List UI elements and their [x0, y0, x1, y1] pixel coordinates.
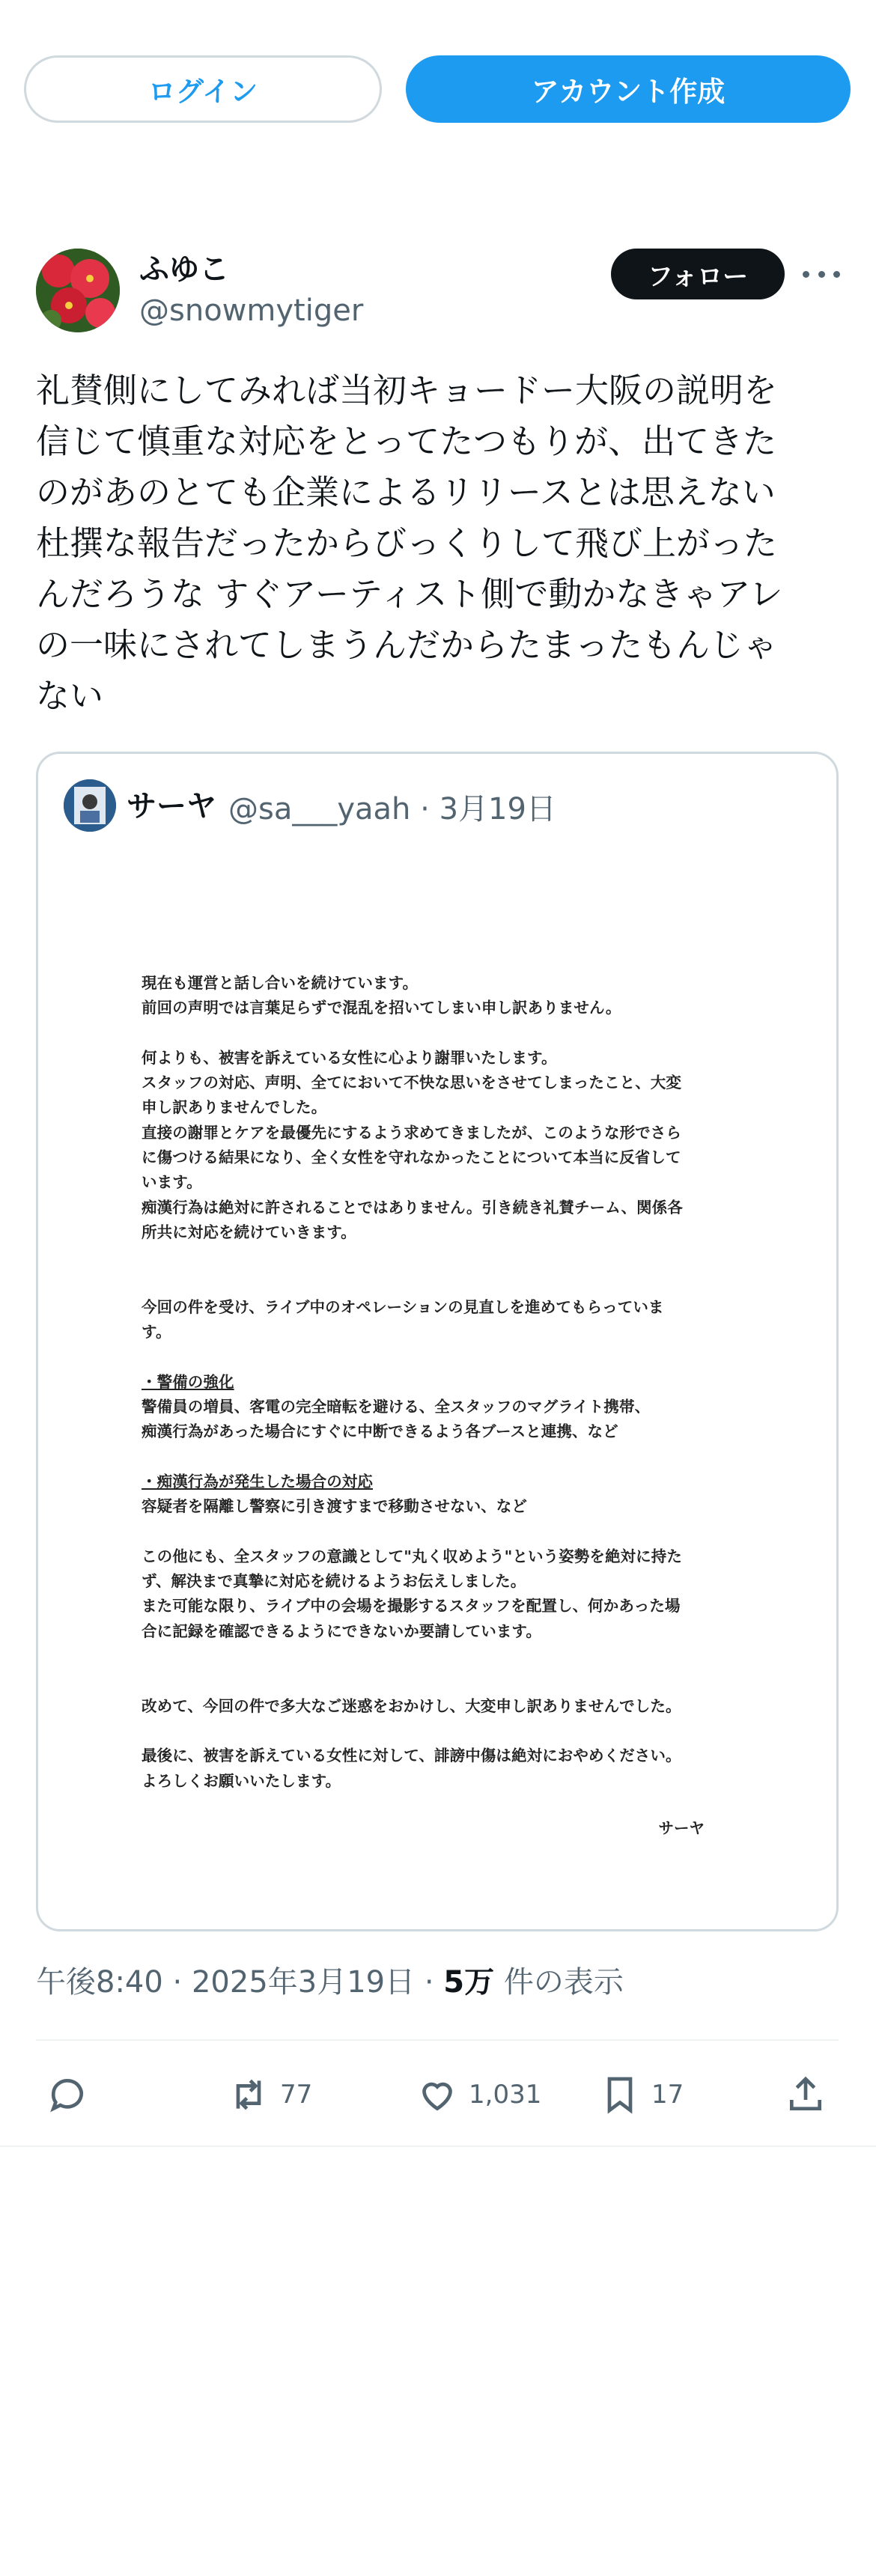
heart-icon — [416, 2074, 458, 2116]
bookmark-icon — [599, 2074, 641, 2116]
share-button[interactable] — [785, 2066, 827, 2123]
quote-meta: @sa___yaah · 3月19日 — [228, 792, 556, 826]
tweet-text: 礼賛側にしてみれば当初キョードー大阪の説明を 信じて慎重な対応をとってたつもりが、出てきた のがあのとても企業によるリリースとは思えない 杜撰な報告だったからびっくりして飛び上がった んだろうな すぐアーティスト側で動かなきゃアレ の一味にされてしまうんだからたまったもんじゃ ない — [36, 371, 783, 716]
statement-paragraph: 容疑者を隔離し警察に引き渡すまで移動させない、など — [142, 1497, 527, 1516]
tweet-timestamp: 午後8:40 · 2025年3月19日 · 5万 件の表示 — [36, 1965, 624, 2000]
statement-heading: ・痴漢行為が発生した場合の対応 — [142, 1472, 373, 1491]
statement-paragraph: この他にも、全スタッフの意識として"丸く収めよう"という姿勢を絶対に持た ず、解決まで真摯に対応を続けるようお伝えしました。 また可能な限り、ライブ中の会場を撮影するスタッフを配置し、何かあった場 合に記録を確認できるようにできないか要請しています。 — [142, 1547, 682, 1640]
avatar[interactable] — [36, 249, 120, 332]
bookmark-button[interactable] — [599, 2066, 684, 2123]
more-options-icon[interactable] — [803, 259, 840, 289]
author-handle[interactable]: @snowmytiger — [139, 293, 364, 328]
statement-paragraph: 警備員の増員、客電の完全暗転を避ける、全スタッフのマグライト携帯、 痴漢行為があった場合にすぐに中断できるよう各ブースと連携、など — [142, 1398, 651, 1441]
views-count: 5万 — [443, 1965, 495, 2000]
like-button[interactable] — [416, 2066, 541, 2123]
divider — [0, 2146, 876, 2147]
quote-avatar — [64, 779, 116, 832]
views-label: 件の表示 — [503, 1965, 624, 2000]
retweet-button[interactable] — [228, 2066, 312, 2123]
reply-icon — [46, 2074, 88, 2116]
statement-heading: ・警備の強化 — [142, 1372, 234, 1391]
quote-author-name: サーヤ — [127, 789, 216, 823]
author-name[interactable]: ふゆこ — [139, 252, 229, 287]
quote-handle: @sa___yaah — [228, 792, 411, 826]
login-button[interactable]: ログイン — [24, 55, 382, 123]
retweet-count: 77 — [280, 2080, 313, 2110]
time[interactable]: 午後8:40 — [36, 1965, 163, 2000]
bookmark-count: 17 — [651, 2080, 684, 2110]
avatar-image — [36, 249, 120, 332]
date[interactable]: 2025年3月19日 — [191, 1965, 416, 2000]
statement-paragraph: 今回の件を受け、ライブ中のオペレーションの見直しを進めてもらっていま す。 — [142, 1297, 664, 1342]
signup-button[interactable]: アカウント作成 — [406, 55, 851, 123]
quote-avatar-image — [64, 779, 116, 832]
statement-paragraph: 最後に、被害を訴えている女性に対して、誹謗中傷は絶対におやめください。 よろしくお願いいたします。 — [142, 1747, 681, 1790]
statement-paragraph: 現在も運営と話し合いを続けています。 前回の声明では言葉足らずで混乱を招いてしまい申し訳ありません。 — [142, 974, 621, 1017]
retweet-icon — [228, 2074, 270, 2116]
share-icon — [785, 2074, 827, 2116]
follow-button[interactable]: フォロー — [611, 249, 785, 299]
quote-date: 3月19日 — [439, 792, 556, 826]
like-count: 1,031 — [469, 2080, 542, 2110]
statement-image[interactable] — [142, 971, 763, 1794]
statement-signature: サーヤ — [658, 1819, 705, 1837]
reply-button[interactable] — [46, 2066, 88, 2123]
quoted-tweet-card[interactable] — [36, 752, 839, 1931]
statement-paragraph: 改めて、今回の件で多大なご迷惑をおかけし、大変申し訳ありませんでした。 — [142, 1696, 681, 1715]
divider — [36, 2039, 839, 2041]
statement-paragraph: 何よりも、被害を訴えている女性に心より謝罪いたします。 スタッフの対応、声明、全てにおいて不快な思いをさせてしまったこと、大変 申し訳ありませんでした。 直接の謝罪とケアを最優先にするよう求めてきましたが、このような形でさら に傷つける結果になり、全く女性を守れなかったことについて本当に反省して います。 痴漢行為は絶対に許されることではありません。引き続き礼賛チーム、関係各 所共に対応を続けていきます。 — [142, 1048, 683, 1241]
